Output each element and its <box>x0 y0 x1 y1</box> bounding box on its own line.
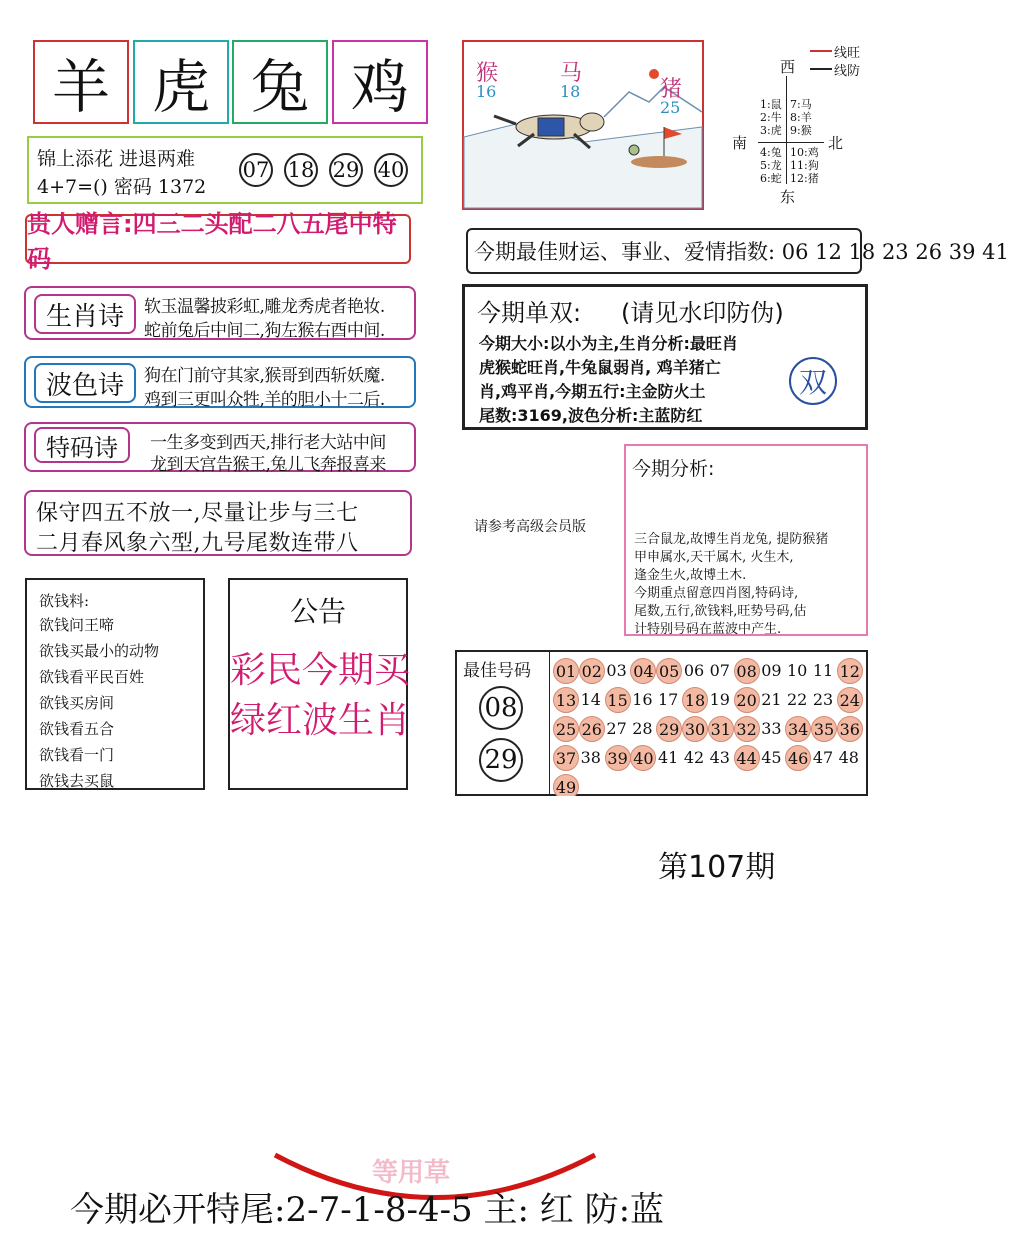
issue-number: 第107期 <box>658 850 776 885</box>
info-number: 07 <box>239 153 273 187</box>
odd-line: 今期大小:以小为主,生肖分析:最旺肖 <box>479 334 738 353</box>
number-ball: 43 <box>709 747 730 767</box>
money-item: 欲钱买最小的动物 <box>39 642 160 660</box>
info-line-1: 锦上添花 进退两难 <box>37 148 196 170</box>
analysis-line: 今期重点留意四肖图,特码诗, <box>634 586 799 601</box>
scene-label: 猪 <box>660 77 683 102</box>
scene-label: 马 <box>560 61 583 86</box>
footer-tail: 今期必开特尾:2-7-1-8-4-5 主: 红 防:蓝 <box>70 1190 665 1230</box>
money-item: 欲钱看一门 <box>39 746 115 764</box>
compass-north: 北 <box>828 134 844 152</box>
number-ball: 11 <box>812 660 834 680</box>
verse-box <box>24 490 412 556</box>
number-ball: 49 <box>553 774 579 800</box>
poem-line: 狗在门前守其家,猴哥到西斩妖魔. <box>144 366 385 386</box>
zodiac-char: 虎 <box>151 53 210 121</box>
number-grid <box>553 658 863 797</box>
zodiac-char: 羊 <box>51 53 110 121</box>
notice-title: 公告 <box>289 595 346 628</box>
number-ball: 25 <box>553 716 579 742</box>
number-ball: 32 <box>734 716 760 742</box>
number-ball: 05 <box>656 658 682 684</box>
number-ball: 21 <box>761 689 782 709</box>
poem-tag: 特码诗 <box>34 427 130 463</box>
analysis-title: 今期分析: <box>632 458 715 480</box>
number-ball: 42 <box>683 747 705 767</box>
compass-south: 南 <box>732 134 748 152</box>
odd-note: (请见水印防伪) <box>621 299 784 327</box>
money-item: 欲钱买房间 <box>39 694 115 712</box>
number-ball: 24 <box>837 687 863 713</box>
money-item: 欲钱去买鼠 <box>39 772 115 790</box>
number-ball: 35 <box>811 716 837 742</box>
number-ball: 46 <box>785 745 811 771</box>
number-ball: 27 <box>606 718 627 738</box>
poem-zodiac <box>24 286 416 340</box>
zodiac-scene <box>462 40 704 210</box>
fortune-index: 今期最佳财运、事业、爱情指数: 06 12 18 23 26 39 41 <box>466 228 862 274</box>
odd-title: 今期单双: <box>477 299 582 327</box>
zodiac-char: 兔 <box>250 53 309 121</box>
poem-tag: 生肖诗 <box>34 294 136 334</box>
best-numbers <box>455 650 868 796</box>
info-line-2: 4+7=() 密码 1372 <box>37 176 207 198</box>
number-ball: 08 <box>734 658 760 684</box>
legend-label: 线旺 <box>834 46 861 61</box>
odd-line: 虎猴蛇旺肖,牛兔鼠弱肖, 鸡羊猪亡 <box>479 358 721 377</box>
poem-line: 一生多变到西天,排行老大站中间 <box>150 433 386 453</box>
number-ball: 29 <box>656 716 682 742</box>
scene-number: 25 <box>660 98 681 117</box>
number-ball: 03 <box>606 660 627 680</box>
poem-color <box>24 356 416 408</box>
number-ball: 12 <box>837 658 863 684</box>
number-ball: 20 <box>734 687 760 713</box>
scene-label: 猴 <box>476 61 499 86</box>
money-item: 欲钱问王啼 <box>39 616 115 634</box>
number-ball: 09 <box>761 660 782 680</box>
poem-special <box>24 422 416 475</box>
notice-line: 彩民今期买 <box>230 650 411 691</box>
analysis-line: 尾数,五行,欲钱料,旺势号码,估 <box>634 604 807 619</box>
legend-label: 线防 <box>834 64 861 79</box>
scene-illustration <box>464 42 702 208</box>
compass-diagram <box>728 48 878 208</box>
verse-line: 保守四五不放一,尽量让步与三七 <box>36 501 359 526</box>
odd-even-box <box>462 284 868 430</box>
best-pick: 29 <box>479 738 523 782</box>
number-ball: 37 <box>553 745 579 771</box>
number-ball: 18 <box>682 687 708 713</box>
compass-col: 1:鼠 2:牛 3:虎 <box>760 98 782 137</box>
number-ball: 31 <box>708 716 734 742</box>
zodiac-box-4 <box>332 40 428 124</box>
gift-banner: 贵人赠言:四三二头配二八五尾中特码 <box>25 214 411 264</box>
number-ball: 33 <box>761 718 782 738</box>
scene-number: 16 <box>476 82 497 101</box>
money-item: 欲钱看平民百姓 <box>39 668 145 686</box>
info-number: 18 <box>284 153 318 187</box>
number-ball: 04 <box>630 658 656 684</box>
poem-line: 软玉温馨披彩虹,雕龙秀虎者艳妆. <box>144 297 385 317</box>
info-number: 29 <box>329 153 363 187</box>
odd-line: 尾数:3169,波色分析:主蓝防红 <box>479 406 703 425</box>
compass-col: 4:兔 5:龙 6:蛇 <box>760 146 782 185</box>
sun-icon <box>649 69 659 79</box>
odd-stamp: 双 <box>789 357 837 405</box>
analysis-line: 三合鼠龙,故博生肖龙兔, 提防猴猪 <box>634 532 829 547</box>
money-title: 欲钱料: <box>39 592 90 610</box>
number-ball: 45 <box>761 747 782 767</box>
info-number: 40 <box>374 153 408 187</box>
number-ball: 41 <box>658 747 679 767</box>
analysis-line: 计特别号码在蓝波中产生. <box>634 622 782 637</box>
number-ball: 13 <box>553 687 579 713</box>
number-ball: 44 <box>734 745 760 771</box>
analysis-box <box>624 444 868 636</box>
compass-west: 西 <box>780 58 796 76</box>
zodiac-box-2 <box>133 40 229 124</box>
info-box <box>27 136 423 204</box>
number-ball: 01 <box>553 658 579 684</box>
number-ball: 40 <box>630 745 656 771</box>
poem-line: 蛇前兔后中间二,狗左猴右酉中间. <box>144 321 385 341</box>
number-ball: 47 <box>812 747 834 767</box>
vip-note: 请参考高级会员版 <box>474 519 586 535</box>
odd-line: 肖,鸡平肖,今期五行:主金防火土 <box>479 382 706 401</box>
legend-red-line <box>810 50 832 52</box>
scene-number: 18 <box>560 82 581 101</box>
number-ball: 34 <box>785 716 811 742</box>
number-ball: 10 <box>787 660 808 680</box>
watermark-text: 等用草 <box>372 1158 451 1188</box>
legend-black-line <box>810 68 832 70</box>
best-title: 最佳号码 <box>463 661 531 681</box>
compass-col: 7:马 8:羊 9:猴 <box>790 98 812 137</box>
analysis-line: 甲申属水,天干属木, 火生木, <box>634 550 794 565</box>
number-ball: 07 <box>709 660 730 680</box>
verse-line: 二月春风象六型,九号尾数连带八 <box>36 531 359 556</box>
number-ball: 30 <box>682 716 708 742</box>
compass-east: 东 <box>780 188 796 206</box>
poem-line: 龙到天宫告猴王,兔儿飞奔报喜来 <box>150 455 386 475</box>
number-ball: 17 <box>658 689 679 709</box>
number-ball: 22 <box>787 689 808 709</box>
poem-line: 鸡到三更叫众牲,羊的胆小十二后. <box>144 390 385 410</box>
zodiac-box-1 <box>33 40 129 124</box>
number-ball: 36 <box>837 716 863 742</box>
money-box <box>25 578 205 790</box>
best-pick: 08 <box>479 686 523 730</box>
money-item: 欲钱看五合 <box>39 720 115 738</box>
number-ball: 16 <box>632 689 653 709</box>
number-ball: 14 <box>580 689 601 709</box>
compass-col: 10:鸡 11:狗 12:猪 <box>790 146 819 185</box>
zodiac-char: 鸡 <box>350 53 409 121</box>
number-ball: 23 <box>812 689 834 709</box>
notice-box <box>228 578 411 790</box>
number-ball: 15 <box>605 687 631 713</box>
number-ball: 48 <box>838 747 859 767</box>
analysis-line: 逢金生火,故博土木. <box>634 568 747 583</box>
number-ball: 06 <box>683 660 705 680</box>
notice-line: 绿红波生肖 <box>230 700 411 741</box>
number-ball: 02 <box>579 658 605 684</box>
number-ball: 28 <box>632 718 653 738</box>
number-ball: 19 <box>709 689 730 709</box>
number-ball: 39 <box>605 745 631 771</box>
poem-tag: 波色诗 <box>34 363 136 403</box>
number-ball: 38 <box>580 747 601 767</box>
zodiac-box-3 <box>232 40 328 124</box>
number-ball: 26 <box>579 716 605 742</box>
